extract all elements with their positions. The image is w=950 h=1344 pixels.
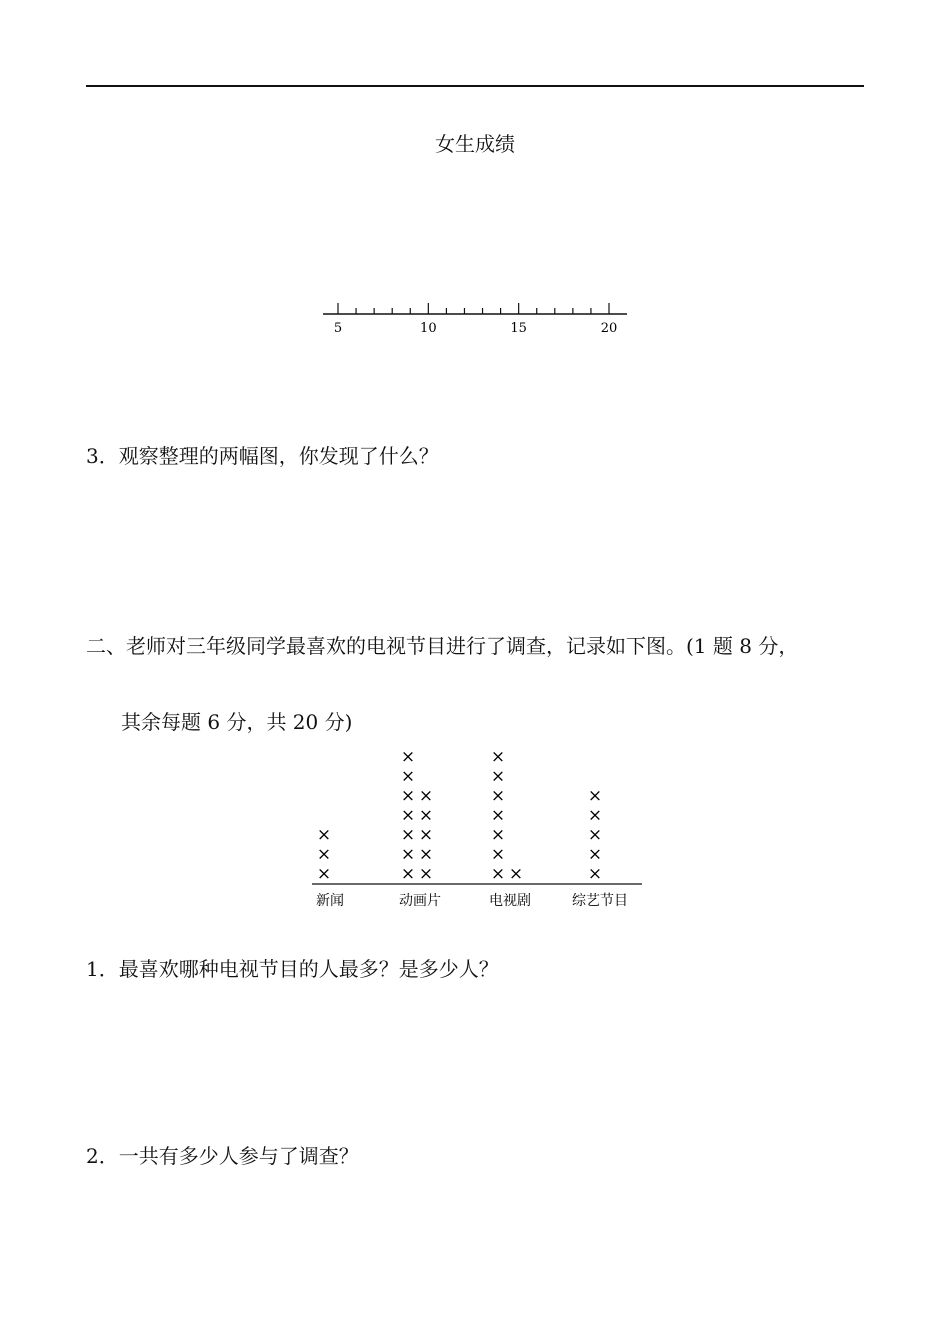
x-mark-3-1: ×: [587, 844, 603, 865]
x-mark-1-5: ×: [400, 766, 416, 787]
x-mark-2-1: ×: [490, 844, 506, 865]
number-line: [315, 295, 635, 340]
category-label-2: 电视剧: [489, 893, 531, 909]
part2-heading-line2: 其余每题 6 分，共 20 分): [121, 710, 353, 734]
category-label-0: 新闻: [316, 893, 344, 909]
x-mark-0-0: ×: [316, 864, 332, 884]
question-3-number: 3: [86, 444, 99, 468]
x-mark-1-11: ×: [418, 786, 434, 806]
number-line-label-10: 10: [420, 321, 437, 336]
x-mark-1-1: ×: [400, 844, 416, 865]
x-mark-3-4: ×: [587, 786, 603, 806]
x-mark-2-2: ×: [490, 825, 506, 845]
category-label-3: 综艺节目: [572, 893, 628, 909]
x-mark-2-6: ×: [490, 747, 506, 767]
header-rule: [86, 85, 864, 87]
number-line-label-20: 20: [600, 321, 618, 336]
x-mark-1-10: ×: [418, 805, 434, 826]
x-mark-0-1: ×: [316, 844, 332, 865]
x-mark-1-3: ×: [400, 805, 416, 826]
question-2-text: 一共有多少人参与了调查？: [118, 1144, 359, 1168]
x-mark-1-6: ×: [400, 747, 416, 767]
number-line-label-5: 5: [333, 321, 343, 336]
part2-heading-line1: 二、老师对三年级同学最喜欢的电视节目进行了调查，记录如下图。(1 题 8 分，: [86, 634, 799, 658]
category-label-1: 动画片: [399, 893, 441, 909]
x-mark-1-0: ×: [400, 864, 416, 884]
chart-title-girls-scores: 女生成绩: [435, 132, 515, 156]
number-line-label-15: 15: [510, 321, 527, 336]
x-mark-1-7: ×: [418, 864, 434, 884]
x-mark-3-0: ×: [587, 864, 603, 884]
question-1-number: 1: [86, 957, 99, 981]
x-mark-1-2: ×: [400, 825, 416, 845]
x-mark-3-2: ×: [587, 825, 603, 845]
x-mark-0-2: ×: [316, 825, 332, 845]
question-2: 2．一共有多少人参与了调查？: [86, 1144, 359, 1168]
x-mark-2-0: ×: [490, 864, 506, 884]
x-mark-2-5: ×: [490, 766, 506, 787]
x-mark-3-3: ×: [587, 805, 603, 826]
question-2-number: 2: [86, 1144, 99, 1168]
question-3: 3．观察整理的两幅图，你发现了什么？: [86, 444, 439, 468]
question-3-text: 观察整理的两幅图，你发现了什么？: [118, 444, 439, 468]
x-mark-2-3: ×: [490, 805, 506, 826]
question-1-text: 最喜欢哪种电视节目的人最多？是多少人？: [118, 957, 499, 981]
x-mark-1-9: ×: [418, 825, 434, 845]
x-mark-2-7: ×: [508, 864, 524, 884]
question-1: 1．最喜欢哪种电视节目的人最多？是多少人？: [86, 957, 499, 981]
x-mark-1-8: ×: [418, 844, 434, 865]
x-mark-2-4: ×: [490, 786, 506, 806]
tv-program-line-plot: [300, 740, 660, 915]
x-mark-1-4: ×: [400, 786, 416, 806]
